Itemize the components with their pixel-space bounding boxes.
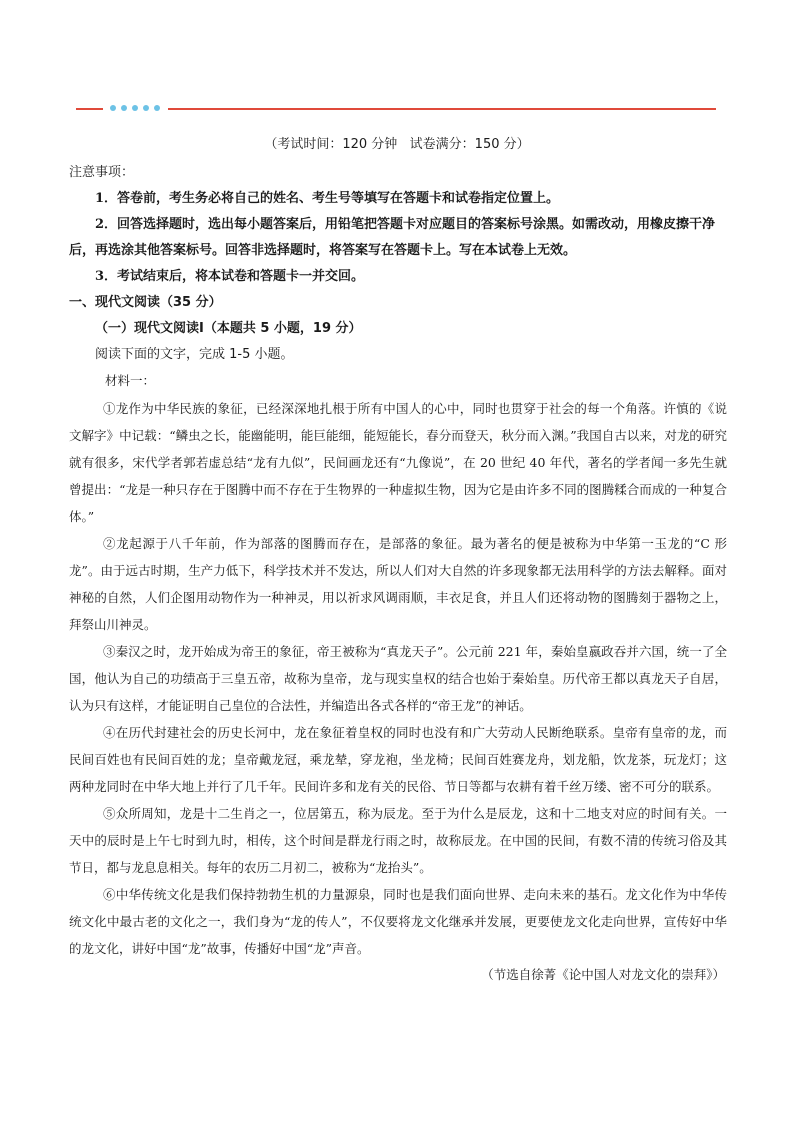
notes-title: 注意事项：	[69, 165, 135, 180]
dot-icon	[154, 105, 160, 111]
dot-icon	[121, 105, 127, 111]
header-rule-right	[168, 108, 716, 110]
passage-paragraph: ④在历代封建社会的历史长河中，龙在象征着皇权的同时也没有和广大劳动人民断绝联系。皇帝有皇帝的龙，而民间百姓也有民间百姓的龙；皇帝戴龙冠，乘龙辇，穿龙袍，坐龙椅；民间百姓赛龙舟，划龙船，饮龙茶，玩龙灯；这两种龙同时在中华大地上并行了几千年。民间许多和龙有关的民俗、节日等都与农耕有着千丝万缕、密不可分的联系。	[69, 725, 727, 794]
dot-icon	[143, 105, 149, 111]
passage-paragraph: ①龙作为中华民族的象征，已经深深地扎根于所有中国人的心中，同时也贯穿于社会的每一个角落。许慎的《说文解字》中记载：“鳞虫之长，能幽能明，能巨能细，能短能长，春分而登天，秋分而入渊。”我国自古以来，对龙的研究就有很多，宋代学者郭若虚总结“龙有九似”，民间画龙还有“九像说”，在 20 世纪 40 年代，著名的学者闻一多先生就曾提出：“龙是一种只存在于图腾中而不存在于生物界的一种虚拟生物，因为它是由许多不同的图腾糅合而成的一种复合体。”	[69, 401, 727, 524]
reading-instruction: 阅读下面的文字，完成 1-5 小题。	[95, 347, 294, 362]
passage-paragraph: ②龙起源于八千年前，作为部落的图腾而存在，是部落的象征。最为著名的便是被称为中华第一玉龙的“C 形龙”。由于远古时期，生产力低下，科学技术并不发达，所以人们对大自然的许多现象都无法用科学的方法去解释。面对神秘的自然，人们企图用动物作为一种神灵，用以祈求风调雨顺，丰衣足食，并且人们还将动物的图腾刻于器物之上，拜祭山川神灵。	[69, 536, 727, 632]
reading-passage	[69, 395, 727, 988]
exam-info: （考试时间：120 分钟 试卷满分：150 分）	[264, 137, 530, 152]
dot-icon	[132, 105, 138, 111]
note-item: 2．回答选择题时，选出每小题答案后，用铅笔把答题卡对应题目的答案标号涂黑。如需改动，用橡皮擦干净后，再选涂其他答案标号。回答非选择题时，将答案写在答题卡上。写在本试卷上无效。	[69, 217, 716, 258]
subsection-heading: （一）现代文阅读Ⅰ（本题共 5 小题，19 分）	[95, 321, 362, 336]
passage-source: （节选自徐菁《论中国人对龙文化的崇拜》）	[481, 967, 725, 982]
header-rule-left	[76, 108, 103, 110]
section-heading: 一、现代文阅读（35 分）	[69, 295, 222, 310]
material-label: 材料一：	[105, 373, 156, 388]
passage-paragraph: ⑤众所周知，龙是十二生肖之一，位居第五，称为辰龙。至于为什么是辰龙，这和十二地支对应的时间有关。一天中的辰时是上午七时到九时，相传，这个时间是群龙行雨之时，故称辰龙。在中国的民间，有数不清的传统习俗及其节日，都与龙息息相关。每年的农历二月初二，被称为“龙抬头”。	[69, 806, 727, 875]
passage-paragraph: ③秦汉之时，龙开始成为帝王的象征，帝王被称为“真龙天子”。公元前 221 年，秦始皇嬴政吞并六国，统一了全国，他认为自己的功绩高于三皇五帝，故称为皇帝，龙与现实皇权的结合也始于秦始皇。历代帝王都以真龙天子自居，认为只有这样，才能证明自己皇位的合法性，并编造出各式各样的“帝王龙”的神话。	[69, 644, 727, 713]
main-content	[69, 160, 727, 988]
note-item: 3．考试结束后，将本试卷和答题卡一并交回。	[95, 269, 365, 284]
passage-paragraph: ⑥中华传统文化是我们保持勃勃生机的力量源泉，同时也是我们面向世界、走向未来的基石。龙文化作为中华传统文化中最古老的文化之一，我们身为“龙的传人”，不仅要将龙文化继承并发展，更要使龙文化走向世界，宣传好中华的龙文化，讲好中国“龙”故事，传播好中国“龙”声音。	[69, 887, 727, 956]
dot-icon	[110, 105, 116, 111]
header-dots	[110, 105, 160, 111]
note-item: 1．答卷前，考生务必将自己的姓名、考生号等填写在答题卡和试卷指定位置上。	[95, 191, 560, 206]
header-decoration	[76, 104, 716, 114]
